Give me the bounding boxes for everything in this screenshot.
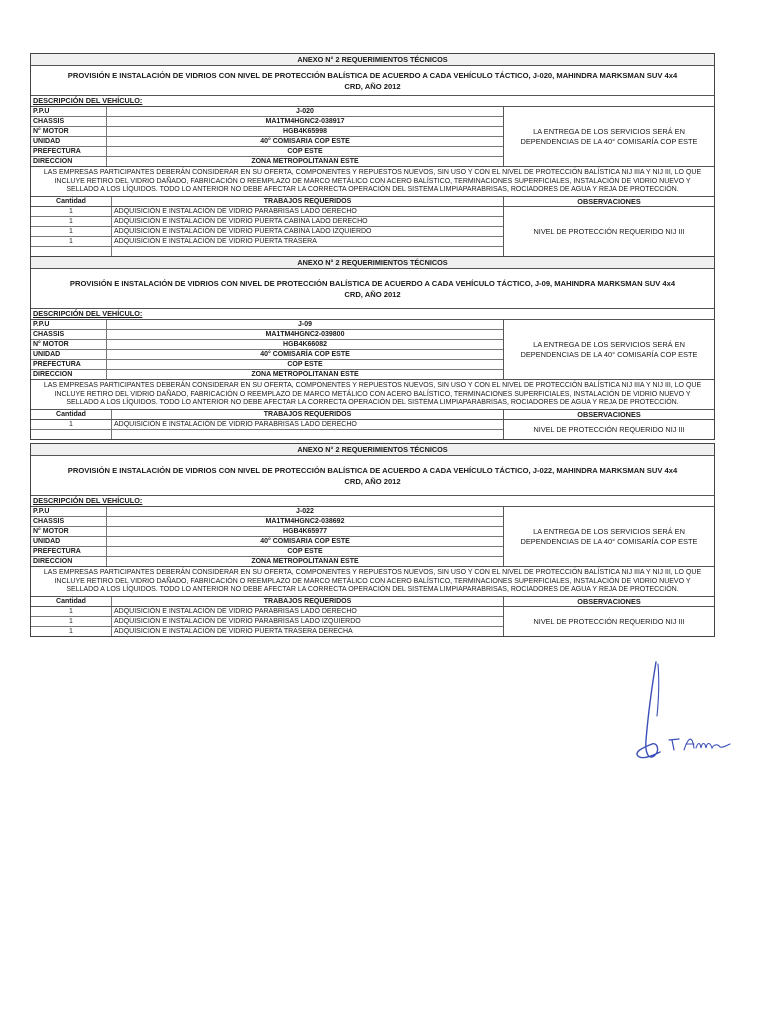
vehicle-spec-table [31, 107, 714, 167]
spec-value: COP ESTE [287, 548, 323, 555]
spec-label: DIRECCION [31, 557, 107, 566]
work-qty: 1 [31, 227, 112, 236]
vehicle-description-label: DESCRIPCIÓN DEL VEHÍCULO: [31, 96, 714, 107]
work-qty: 1 [31, 420, 112, 429]
spec-label: UNIDAD [31, 137, 107, 146]
block-title: PROVISIÓN E INSTALACIÓN DE VIDRIOS CON NIVEL DE PROTECCIÓN BALÍSTICA DE ACUERDO A CADA VEHÍCULO TÁCTICO, J-020, MAHINDRA MARKSMAN SUV 4x4 CRD, AÑO 2012 [31, 66, 714, 96]
spec-label: CHASSIS [31, 117, 107, 126]
work-table-header [31, 410, 503, 420]
spec-value: HGB4K65998 [283, 128, 327, 135]
work-qty: 1 [31, 207, 112, 216]
work-row [31, 207, 503, 217]
work-table [31, 410, 714, 439]
work-table [31, 197, 714, 256]
requirements-block-j020 [30, 53, 715, 257]
delivery-note: LA ENTREGA DE LOS SERVICIOS SERÁ EN DEPENDENCIAS DE LA 40° COMISARÍA COP ESTE [520, 526, 698, 546]
spec-label: N° MOTOR [31, 340, 107, 349]
work-qty: 1 [31, 237, 112, 246]
spec-value: HGB4K65977 [283, 528, 327, 535]
spec-value: COP ESTE [287, 361, 323, 368]
spec-label: DIRECCION [31, 370, 107, 379]
spec-row-unidad [31, 537, 503, 547]
spec-value: J-09 [297, 321, 312, 328]
work-table-header [31, 597, 503, 607]
spec-value: J-022 [296, 508, 314, 515]
col-trabajos: TRABAJOS REQUERIDOS [263, 410, 352, 418]
spec-value: MA1TM4HGNC2-038692 [265, 518, 345, 525]
spec-value: ZONA METROPOLITANAN ESTE [251, 371, 359, 378]
spec-value: ZONA METROPOLITANAN ESTE [251, 558, 359, 565]
work-row [31, 617, 503, 627]
requirements-block-j022 [30, 443, 715, 637]
spec-label: DIRECCION [31, 157, 107, 166]
requirements-paragraph: LAS EMPRESAS PARTICIPANTES DEBERÁN CONSIDERAR EN SU OFERTA, COMPONENTES Y REPUESTOS NUEVOS, SIN USO Y CON EL NIVEL DE PROTECCIÓN BALÍSTICA NIJ IIIA Y NIJ III, LO QUE INCLUYE RETIRO DEL VIDRIO DAÑADO, FABRICACIÓN O REEMPLAZO DE MARCO METÁLICO CON ACERO BALÍSTICO, TERMINACIONES SUPERFICIALES, INSTALACIÓN DE VIDRIO NUEVO Y SELLADO A LOS LÍQUIDOS. TODO LO ANTERIOR NO DEBE AFECTAR LA CORRECTA OPERACIÓN DEL SISTEMA LIMPIAPARABRISAS, ROCIADORES DE AGUA Y REJA DE PROTECCIÓN. [31, 167, 714, 197]
spec-row-ppu [31, 107, 503, 117]
spec-row-chassis [31, 117, 503, 127]
block-title: PROVISIÓN E INSTALACIÓN DE VIDRIOS CON NIVEL DE PROTECCIÓN BALÍSTICA DE ACUERDO A CADA VEHÍCULO TÁCTICO, J-022, MAHINDRA MARKSMAN SUV 4x4 CRD, AÑO 2012 [31, 456, 714, 496]
col-cantidad: Cantidad [31, 410, 112, 419]
work-table-header [31, 197, 503, 207]
col-observaciones: OBSERVACIONES [504, 410, 714, 420]
spec-label: UNIDAD [31, 350, 107, 359]
block-title: PROVISIÓN E INSTALACIÓN DE VIDRIOS CON NIVEL DE PROTECCIÓN BALÍSTICA DE ACUERDO A CADA VEHÍCULO TÁCTICO, J-09, MAHINDRA MARKSMAN SUV 4x4 CRD, AÑO 2012 [31, 269, 714, 309]
spec-label: CHASSIS [31, 517, 107, 526]
anexo-header: ANEXO N° 2 REQUERIMIENTOS TÉCNICOS [31, 54, 714, 66]
spec-row-motor [31, 527, 503, 537]
requirements-block-j09 [30, 256, 715, 440]
vehicle-spec-table [31, 320, 714, 380]
spec-label: N° MOTOR [31, 127, 107, 136]
spec-label: PREFECTURA [31, 147, 107, 156]
spec-label: CHASSIS [31, 330, 107, 339]
spec-label: PREFECTURA [31, 547, 107, 556]
spec-value: J-020 [296, 108, 314, 115]
work-desc: ADQUISICIÓN E INSTALACIÓN DE VIDRIO PUERTA TRASERA [114, 237, 317, 245]
col-trabajos: TRABAJOS REQUERIDOS [263, 197, 352, 205]
spec-value: 40° COMISARÍA COP ESTE [260, 351, 350, 358]
work-table [31, 597, 714, 636]
signature-stroke [669, 739, 679, 750]
spec-value: COP ESTE [287, 148, 323, 155]
work-desc: ADQUISICIÓN E INSTALACIÓN DE VIDRIO PUERTA TRASERA DERECHA [114, 627, 353, 635]
spec-value: ZONA METROPOLITANAN ESTE [251, 158, 359, 165]
spec-value: 40° COMISARIA COP ESTE [260, 138, 350, 145]
work-desc: ADQUISICIÓN E INSTALACIÓN DE VIDRIO PARABRISAS LADO DERECHO [114, 607, 357, 615]
work-row [31, 420, 503, 430]
delivery-note: LA ENTREGA DE LOS SERVICIOS SERÁ EN DEPENDENCIAS DE LA 40° COMISARÍA COP ESTE [520, 126, 698, 146]
spec-value: MA1TM4HGNC2-039800 [265, 331, 345, 338]
spec-label: UNIDAD [31, 537, 107, 546]
spec-row-direccion [31, 557, 503, 566]
requirements-paragraph: LAS EMPRESAS PARTICIPANTES DEBERÁN CONSIDERAR EN SU OFERTA, COMPONENTES Y REPUESTOS NUEVOS, SIN USO Y CON EL NIVEL DE PROTECCIÓN BALÍSTICA NIJ IIIA Y NIJ III, LO QUE INCLUYE RETIRO DEL VIDRIO DAÑADO, FABRICACIÓN O REEMPLAZO DE MARCO METÁLICO CON ACERO BALÍSTICO, TERMINACIONES SUPERFICIALES, INSTALACIÓN DE VIDRIO NUEVO Y SELLADO A LOS LÍQUIDOS. TODO LO ANTERIOR NO DEBE AFECTAR LA CORRECTA OPERACIÓN DEL SISTEMA LIMPIAPARABRISAS, ROCIADORES DE AGUA Y REJA DE PROTECCIÓN. [31, 380, 714, 410]
work-desc: ADQUISICIÓN E INSTALACIÓN DE VIDRIO PUERTA CABINA LADO DERECHO [114, 217, 368, 225]
spec-row-prefectura [31, 547, 503, 557]
requirements-paragraph: LAS EMPRESAS PARTICIPANTES DEBERÁN CONSIDERAR EN SU OFERTA, COMPONENTES Y REPUESTOS NUEVOS, SIN USO Y CON EL NIVEL DE PROTECCIÓN BALÍSTICA NIJ IIIA Y NIJ III, LO QUE INCLUYE RETIRO DEL VIDRIO DAÑADO, FABRICACIÓN O REEMPLAZO DE MARCO METÁLICO CON ACERO BALÍSTICO, TERMINACIONES SUPERFICIALES, INSTALACIÓN DE VIDRIO NUEVO Y SELLADO A LOS LÍQUIDOS. TODO LO ANTERIOR NO DEBE AFECTAR LA CORRECTA OPERACIÓN DEL SISTEMA LIMPIAPARABRISAS, ROCIADORES DE AGUA Y REJA DE PROTECCIÓN. [31, 567, 714, 597]
work-row [31, 217, 503, 227]
spec-row-unidad [31, 350, 503, 360]
work-desc: ADQUISICIÓN E INSTALACIÓN DE VIDRIO PARABRISAS LADO IZQUIERDO [114, 617, 361, 625]
work-row [31, 627, 503, 636]
spec-label: P.P.U [31, 107, 107, 116]
delivery-note: LA ENTREGA DE LOS SERVICIOS SERÁ EN DEPENDENCIAS DE LA 40° COMISARÍA COP ESTE [520, 339, 698, 359]
observation-value: NIVEL DE PROTECCIÓN REQUERIDO NIJ III [533, 424, 685, 434]
spec-row-ppu [31, 507, 503, 517]
spec-row-direccion [31, 370, 503, 379]
vehicle-description-label: DESCRIPCIÓN DEL VEHÍCULO: [31, 496, 714, 507]
work-desc: ADQUISICIÓN E INSTALACIÓN DE VIDRIO PUERTA CABINA LADO IZQUIERDO [114, 227, 372, 235]
work-row [31, 227, 503, 237]
spec-label: P.P.U [31, 507, 107, 516]
signature-stroke [684, 739, 730, 750]
spec-row-motor [31, 127, 503, 137]
anexo-header: ANEXO N° 2 REQUERIMIENTOS TÉCNICOS [31, 257, 714, 269]
col-observaciones: OBSERVACIONES [504, 197, 714, 207]
work-row-empty [31, 247, 503, 256]
work-row [31, 607, 503, 617]
spec-row-unidad [31, 137, 503, 147]
col-observaciones: OBSERVACIONES [504, 597, 714, 607]
spec-label: PREFECTURA [31, 360, 107, 369]
spec-row-ppu [31, 320, 503, 330]
work-qty: 1 [31, 607, 112, 616]
spec-row-chassis [31, 330, 503, 340]
anexo-header: ANEXO N° 2 REQUERIMIENTOS TÉCNICOS [31, 444, 714, 456]
col-cantidad: Cantidad [31, 597, 112, 606]
vehicle-spec-table [31, 507, 714, 567]
work-qty: 1 [31, 617, 112, 626]
work-row [31, 237, 503, 247]
signature-stroke [657, 664, 659, 716]
work-desc: ADQUISICIÓN E INSTALACIÓN DE VIDRIO PARABRISAS LADO DERECHO [114, 420, 357, 428]
col-cantidad: Cantidad [31, 197, 112, 206]
observation-value: NIVEL DE PROTECCIÓN REQUERIDO NIJ III [533, 616, 685, 626]
spec-row-chassis [31, 517, 503, 527]
spec-row-motor [31, 340, 503, 350]
handwritten-signature [612, 656, 742, 766]
work-row-empty [31, 430, 503, 439]
observation-value: NIVEL DE PROTECCIÓN REQUERIDO NIJ III [533, 226, 685, 236]
col-trabajos: TRABAJOS REQUERIDOS [263, 597, 352, 605]
spec-value: HGB4K66082 [283, 341, 327, 348]
signature-stroke [637, 662, 660, 758]
work-desc: ADQUISICIÓN E INSTALACIÓN DE VIDRIO PARABRISAS LADO DERECHO [114, 207, 357, 215]
work-qty: 1 [31, 627, 112, 636]
vehicle-description-label: DESCRIPCIÓN DEL VEHÍCULO: [31, 309, 714, 320]
spec-value: 40° COMISARIA COP ESTE [260, 538, 350, 545]
spec-label: N° MOTOR [31, 527, 107, 536]
work-qty: 1 [31, 217, 112, 226]
spec-row-prefectura [31, 360, 503, 370]
spec-row-direccion [31, 157, 503, 166]
spec-value: MA1TM4HGNC2-038917 [265, 118, 345, 125]
spec-row-prefectura [31, 147, 503, 157]
spec-label: P.P.U [31, 320, 107, 329]
